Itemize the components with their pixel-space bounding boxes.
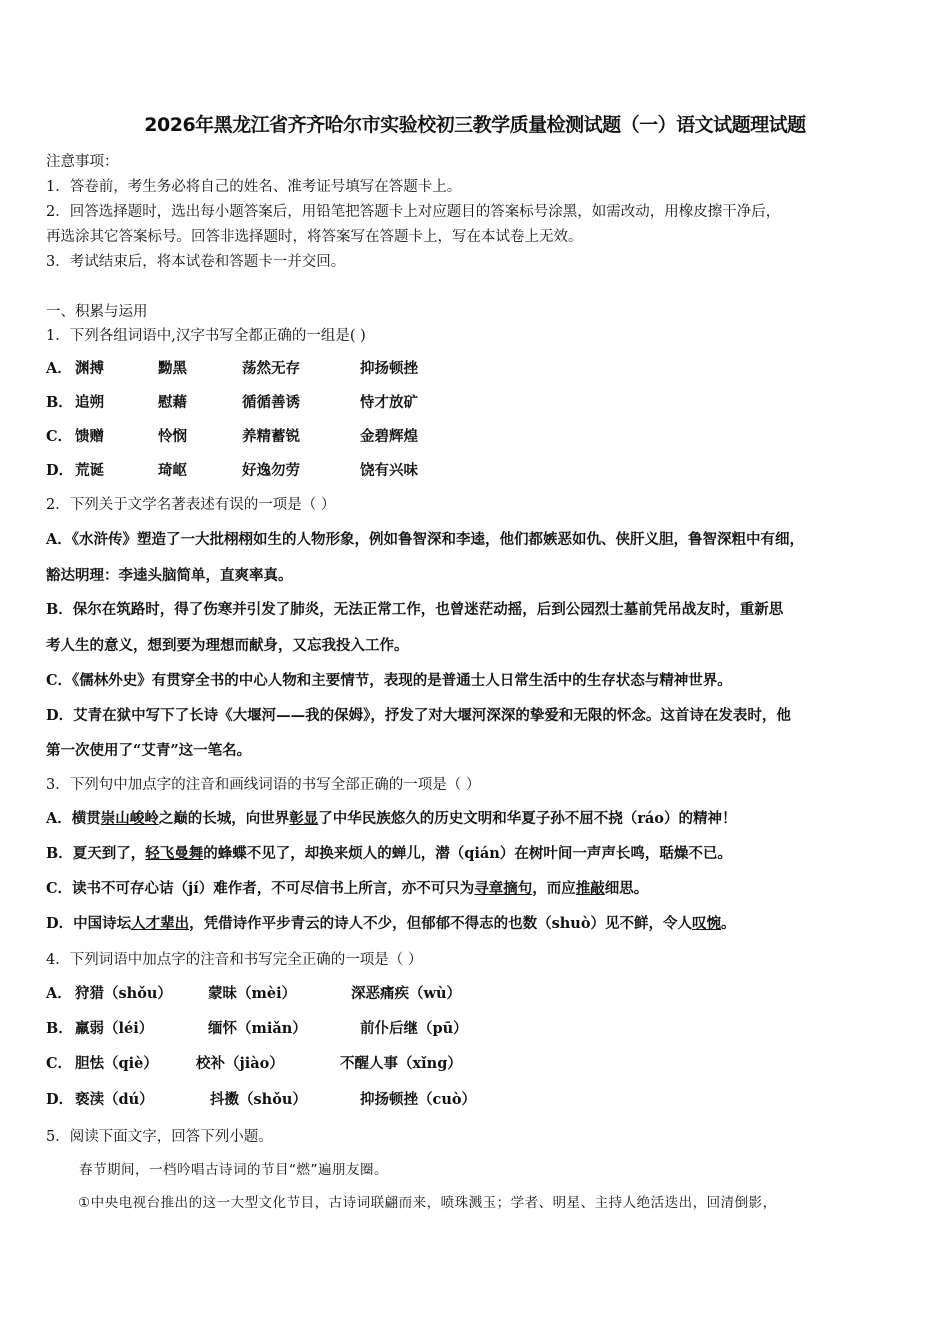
word: 狩猎（shǒu） bbox=[75, 985, 172, 1002]
text: 的蜂蝶不见了，却换来烦人的蝉儿，潜（qián）在树叶间一声声长鸣，聒燥不已。 bbox=[203, 845, 732, 862]
text: 了中华民族悠久的历史文明和华夏子孙不屈不挠（ráo）的精神！ bbox=[318, 810, 737, 827]
question-3-stem: 3．下列句中加点字的注音和画线词语的书写全部正确的一项是（ ） bbox=[46, 777, 481, 793]
passage-paragraph: ①中央电视台推出的这一大型文化节目，古诗词联翩而来，喷珠溅玉；学者、明星、主持人绝活迭出，回清倒影， bbox=[78, 1195, 777, 1211]
word: 前仆后继（pū） bbox=[360, 1020, 468, 1037]
word: 馈赠 bbox=[75, 428, 104, 445]
word: 追朔 bbox=[75, 394, 104, 411]
question-3-option-d bbox=[46, 914, 736, 934]
word: 抑扬顿挫 bbox=[360, 360, 418, 377]
question-2-line: D．艾青在狱中写下了长诗《大堰河——我的保姆》，抒发了对大堰河深深的挚爱和无限的怀念。这首诗在发表时，他 bbox=[46, 707, 791, 724]
text: 。 bbox=[721, 915, 736, 932]
text: B．夏天到了， bbox=[46, 845, 146, 862]
word: 胆怯（qiè） bbox=[75, 1055, 158, 1072]
word: 渊搏 bbox=[75, 360, 104, 377]
section-heading: 一、积累与运用 bbox=[46, 304, 148, 320]
question-2-line: 第一次使用了“艾青”这一笔名。 bbox=[46, 742, 252, 759]
word: 慰藉 bbox=[158, 394, 187, 411]
text: 细思。 bbox=[604, 880, 649, 897]
question-3-option-a bbox=[46, 809, 736, 829]
question-2-line: 豁达明理：李逵头脑简单，直爽率真。 bbox=[46, 567, 293, 584]
underlined-word: 叹惋 bbox=[692, 915, 721, 932]
text: ，凭借诗作平步青云的诗人不少，但郁郁不得志的也数（shuò）见不鲜，令人 bbox=[189, 915, 692, 932]
option-label: A． bbox=[46, 985, 72, 1002]
question-2-stem: 2．下列关于文学名著表述有误的一项是（ ） bbox=[46, 497, 336, 513]
option-label: B． bbox=[46, 394, 73, 411]
word: 琦岖 bbox=[158, 462, 187, 479]
question-2-line: C．《儒林外史》有贯穿全书的中心人物和主要情节，表现的是普通士人日常生活中的生存状态与精神世界。 bbox=[46, 672, 732, 689]
notice-item: 1．答卷前，考生务必将自己的姓名、准考证号填写在答题卡上。 bbox=[46, 179, 462, 195]
question-4-stem: 4．下列词语中加点字的注音和书写完全正确的一项是（ ） bbox=[46, 952, 423, 968]
text: A．横贯 bbox=[46, 810, 101, 827]
word: 缅怀（miǎn） bbox=[208, 1020, 307, 1037]
passage-paragraph: 春节期间，一档吟唱古诗词的节目“燃”遍朋友圈。 bbox=[79, 1162, 388, 1178]
word: 循循善诱 bbox=[242, 394, 300, 411]
option-label: D． bbox=[46, 1091, 74, 1108]
question-2-line: B．保尔在筑路时，得了伤寒并引发了肺炎，无法正常工作，也曾迷茫动摇，后到公园烈士墓前凭吊战友时，重新思 bbox=[46, 601, 784, 618]
underlined-word: 寻章摘句 bbox=[474, 880, 533, 897]
question-5-stem: 5．阅读下面文字，回答下列小题。 bbox=[46, 1129, 273, 1145]
notice-item: 3．考试结束后，将本试卷和答题卡一并交回。 bbox=[46, 254, 346, 270]
word: 黝黑 bbox=[158, 360, 187, 377]
word: 荡然无存 bbox=[242, 360, 300, 377]
text: D．中国诗坛 bbox=[46, 915, 132, 932]
word: 校补（jiào） bbox=[196, 1055, 284, 1072]
notice-item: 再选涂其它答案标号。回答非选择题时，将答案写在答题卡上，写在本试卷上无效。 bbox=[46, 229, 583, 245]
page-title: 2026年黑龙江省齐齐哈尔市实验校初三教学质量检测试题（一）语文试题理试题 bbox=[144, 114, 806, 136]
option-label: B． bbox=[46, 1020, 73, 1037]
option-label: A． bbox=[46, 360, 72, 377]
question-3-option-b bbox=[46, 844, 732, 864]
question-3-option-c bbox=[46, 879, 648, 899]
word: 恃才放矿 bbox=[360, 394, 418, 411]
notice-heading: 注意事项： bbox=[46, 154, 119, 170]
text: 之巅的长城，向世界 bbox=[158, 810, 290, 827]
underlined-word: 人才辈出 bbox=[131, 915, 190, 932]
word: 怜悯 bbox=[158, 428, 187, 445]
underlined-word: 崇山峻岭 bbox=[100, 810, 159, 827]
word: 抑扬顿挫（cuò） bbox=[360, 1091, 477, 1108]
question-1-stem: 1．下列各组词语中,汉字书写全都正确的一组是( ) bbox=[46, 328, 366, 344]
question-2-line: 考人生的意义，想到要为理想而献身，又忘我投入工作。 bbox=[46, 637, 409, 654]
text: ，而应 bbox=[532, 880, 576, 897]
word: 好逸勿劳 bbox=[242, 462, 300, 479]
underlined-word: 推敲 bbox=[575, 880, 605, 897]
word: 抖擞（shǒu） bbox=[210, 1091, 307, 1108]
underlined-word: 轻飞曼舞 bbox=[145, 845, 204, 862]
word: 饶有兴味 bbox=[360, 462, 418, 479]
word: 亵渎（dú） bbox=[75, 1091, 154, 1108]
option-label: D． bbox=[46, 462, 74, 479]
notice-item: 2．回答选择题时，选出每小题答案后，用铅笔把答题卡上对应题目的答案标号涂黑，如需改动，用橡皮擦干净后， bbox=[46, 204, 781, 220]
option-label: C． bbox=[46, 428, 73, 445]
text: C．读书不可存心诘（jí）难作者，不可尽信书上所言，亦不可只为 bbox=[46, 880, 475, 897]
word: 羸弱（léi） bbox=[75, 1020, 154, 1037]
word: 不醒人事（xǐng） bbox=[340, 1055, 462, 1072]
word: 金碧辉煌 bbox=[360, 428, 418, 445]
word: 养精蓄锐 bbox=[242, 428, 300, 445]
underlined-word: 彰显 bbox=[289, 810, 319, 827]
word: 荒诞 bbox=[75, 462, 104, 479]
question-2-line: A．《水浒传》塑造了一大批栩栩如生的人物形象，例如鲁智深和李逵，他们都嫉恶如仇、侠肝义胆，鲁智深粗中有细， bbox=[46, 531, 804, 548]
option-label: C． bbox=[46, 1055, 73, 1072]
word: 蒙昧（mèi） bbox=[208, 985, 297, 1002]
word: 深恶痛疾（wù） bbox=[351, 985, 462, 1002]
